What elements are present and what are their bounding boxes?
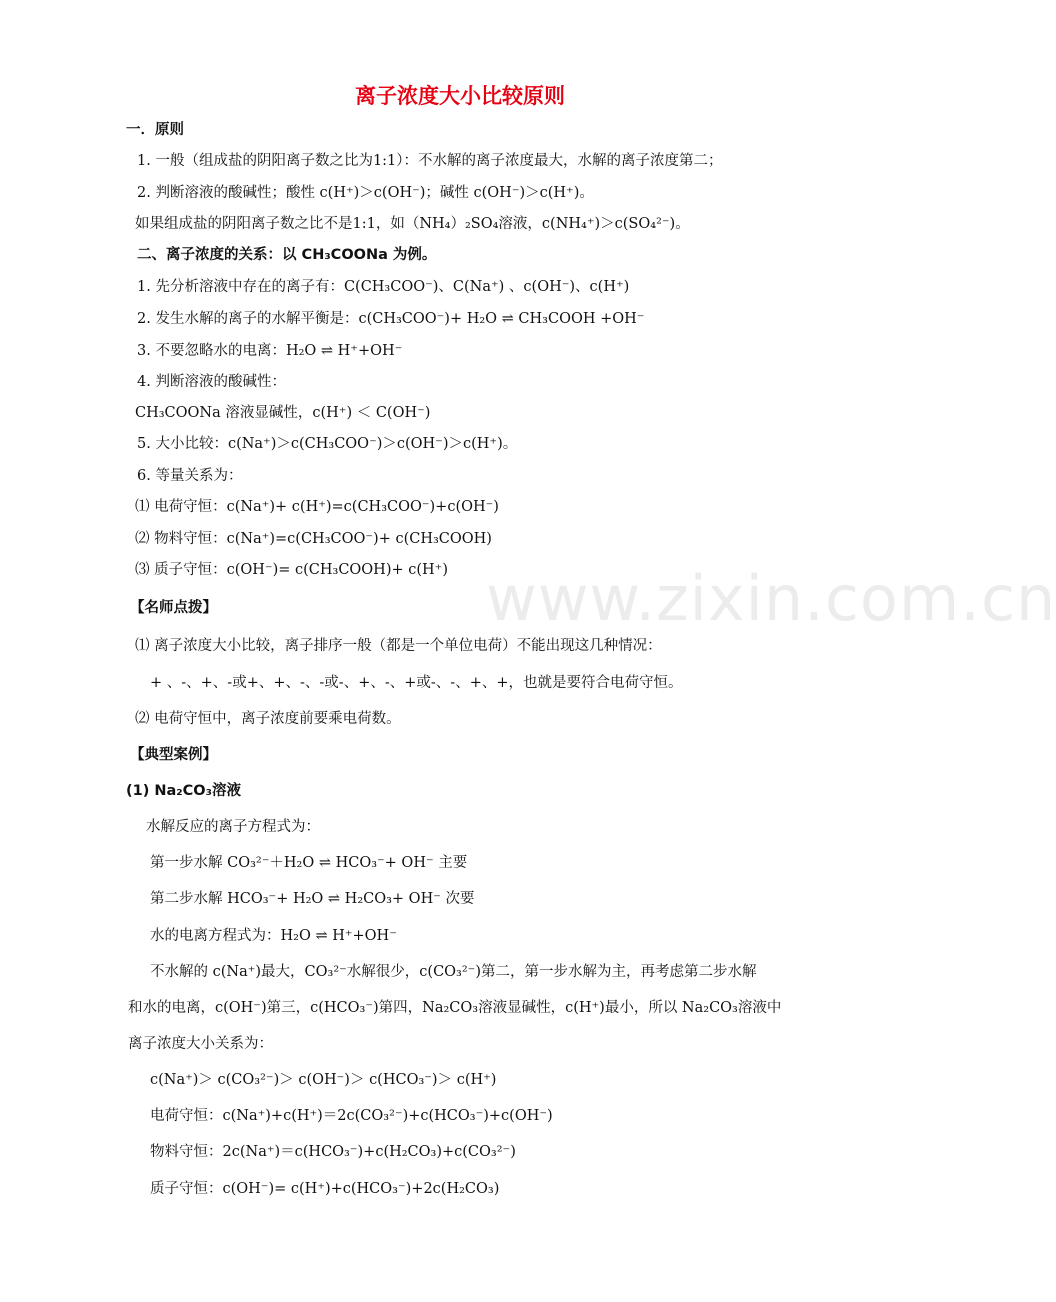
section-heading-tips: 【名师点拨】 [130, 600, 217, 616]
text-line: 和水的电离，c(OH⁻)第三，c(HCO₃⁻)第四，Na₂CO₃溶液显碱性，c(H⁺)最小，所以 Na₂CO₃溶液中 [128, 1000, 782, 1016]
text-line: 3. 不要忽略水的电离：H₂O ⇌ H⁺+OH⁻ [137, 343, 403, 359]
case-heading: (1) Na₂CO₃溶液 [126, 783, 241, 799]
text-line: ⑴ 电荷守恒：c(Na⁺)+ c(H⁺)=c(CH₃COO⁻)+c(OH⁻) [135, 499, 499, 515]
text-line: ⑵ 电荷守恒中，离子浓度前要乘电荷数。 [135, 711, 401, 727]
page-title: 离子浓度大小比较原则 [355, 84, 565, 108]
text-line: c(Na⁺)＞ c(CO₃²⁻)＞ c(OH⁻)＞ c(HCO₃⁻)＞ c(H⁺) [150, 1072, 497, 1088]
section-heading-principles: 一．原则 [126, 122, 184, 138]
text-line: 如果组成盐的阴阳离子数之比不是1:1，如（NH₄）₂SO₄溶液，c(NH₄⁺)＞c(SO₄²⁻)。 [135, 216, 690, 232]
text-line: 1. 先分析溶液中存在的离子有：C(CH₃COO⁻)、C(Na⁺) 、c(OH⁻)、c(H⁺) [137, 279, 630, 295]
text-line: 离子浓度大小关系为： [128, 1036, 273, 1052]
text-line: ⑵ 物料守恒：c(Na⁺)=c(CH₃COO⁻)+ c(CH₃COOH) [135, 531, 492, 547]
section-heading-relations: 二、离子浓度的关系：以 CH₃COONa 为例。 [137, 247, 437, 263]
text-line: 1. 一般（组成盐的阴阳离子数之比为1:1）：不水解的离子浓度最大，水解的离子浓度第二； [137, 153, 723, 169]
text-line: + 、-、+、-或+、+、-、-或-、+、-、+或-、-、+、+，也就是要符合电荷守恒。 [150, 675, 683, 691]
text-line: 水的电离方程式为：H₂O ⇌ H⁺+OH⁻ [150, 928, 397, 944]
text-line: 水解反应的离子方程式为： [146, 819, 320, 835]
watermark-text: www.zixin.com.cn [486, 562, 1056, 635]
text-line: ⑶ 质子守恒：c(OH⁻)= c(CH₃COOH)+ c(H⁺) [135, 562, 448, 578]
text-line: 4. 判断溶液的酸碱性： [137, 374, 286, 390]
text-line: 6. 等量关系为： [137, 468, 243, 484]
text-line: 质子守恒：c(OH⁻)= c(H⁺)+c(HCO₃⁻)+2c(H₂CO₃) [150, 1181, 500, 1197]
text-line: 5. 大小比较：c(Na⁺)＞c(CH₃COO⁻)＞c(OH⁻)＞c(H⁺)。 [137, 436, 518, 452]
text-line: 第一步水解 CO₃²⁻＋H₂O ⇌ HCO₃⁻+ OH⁻ 主要 [150, 855, 468, 871]
text-line: 不水解的 c(Na⁺)最大，CO₃²⁻水解很少，c(CO₃²⁻)第二，第一步水解为主，再考虑第二步水解 [150, 964, 757, 980]
text-line: 2. 发生水解的离子的水解平衡是：c(CH₃COO⁻)+ H₂O ⇌ CH₃COOH +OH⁻ [137, 311, 645, 327]
text-line: ⑴ 离子浓度大小比较，离子排序一般（都是一个单位电荷）不能出现这几种情况： [135, 638, 662, 654]
text-line: 物料守恒：2c(Na⁺)＝c(HCO₃⁻)+c(H₂CO₃)+c(CO₃²⁻) [150, 1144, 516, 1160]
text-line: 电荷守恒：c(Na⁺)+c(H⁺)＝2c(CO₃²⁻)+c(HCO₃⁻)+c(OH⁻) [150, 1108, 553, 1124]
text-line: CH₃COONa 溶液显碱性，c(H⁺) ＜ C(OH⁻) [135, 405, 431, 421]
text-line: 2. 判断溶液的酸碱性；酸性 c(H⁺)＞c(OH⁻)；碱性 c(OH⁻)＞c(H⁺)。 [137, 185, 594, 201]
section-heading-cases: 【典型案例】 [130, 747, 217, 763]
text-line: 第二步水解 HCO₃⁻+ H₂O ⇌ H₂CO₃+ OH⁻ 次要 [150, 891, 475, 907]
